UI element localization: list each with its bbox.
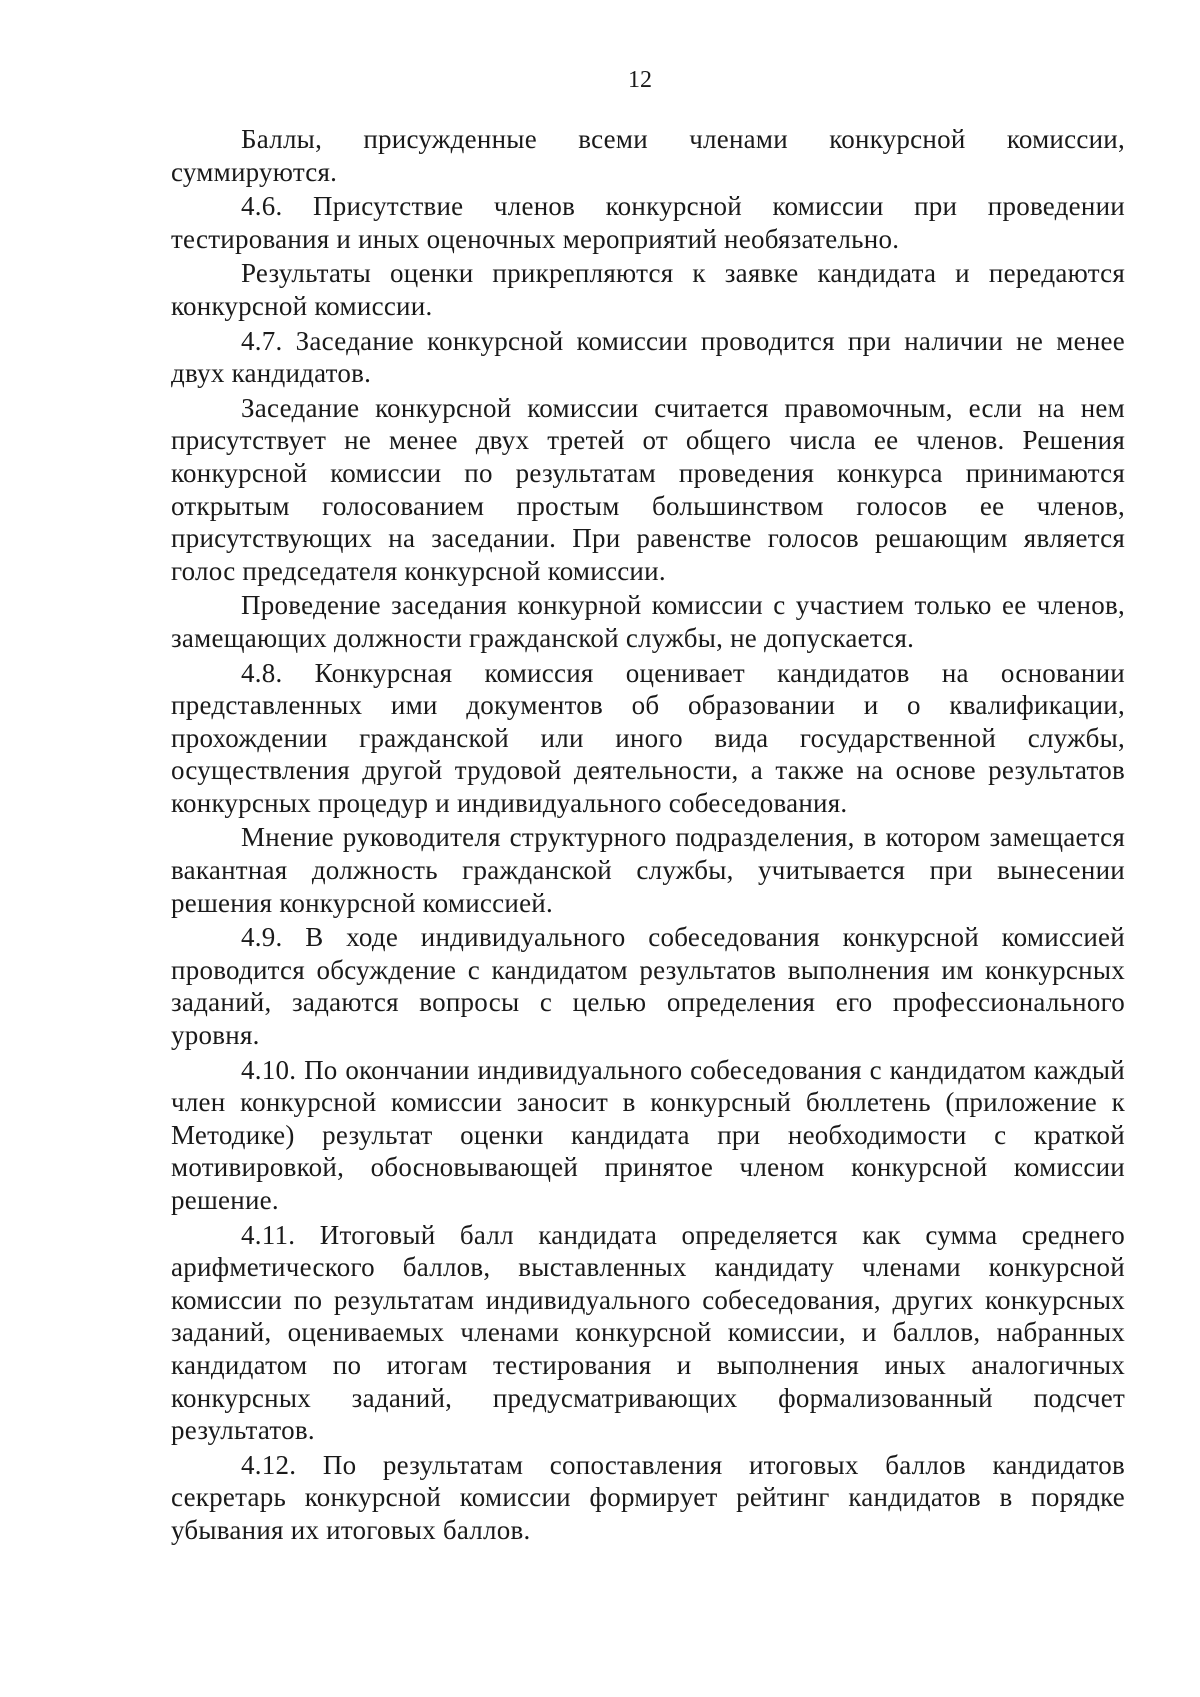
paragraph-4-8: 4.8. Конкурсная комиссия оценивает кандидатов на основании представленных ими документов об образовании и о квалификации, прохождении гражданской или иного вида государственной службы, осуществления другой трудовой деятельности, а также на основе результатов конкурсных процедур и индивидуального собеседования. [171, 657, 1125, 818]
paragraph-4-7: 4.7. Заседание конкурсной комиссии проводится при наличии не менее двух кандидатов. [171, 325, 1125, 389]
paragraph-meeting-quorum: Заседание конкурсной комиссии считается правомочным, если на нем присутствует не менее двух третей от общего числа ее членов. Решения конкурсной комиссии по результатам проведения конкурса принимаются открытым голосованием простым большинством голосов ее членов, присутствующих на заседании. При равенстве голосов решающим является голос председателя конкурсной комиссии. [171, 392, 1125, 586]
paragraph-4-10: 4.10. По окончании индивидуального собеседования с кандидатом каждый член конкурсной комиссии заносит в конкурсный бюллетень (приложение к Методике) результат оценки кандидата при необходимости с краткой мотивировкой, обосновывающей принятое членом конкурсной комиссии решение. [171, 1054, 1125, 1215]
paragraph-head-opinion: Мнение руководителя структурного подразделения, в котором замещается вакантная должность гражданской службы, учитывается при вынесении решения конкурсной комиссией. [171, 822, 1125, 918]
page-number: 12 [628, 67, 652, 93]
document-body [171, 123, 1125, 1549]
paragraph-evaluation-results: Результаты оценки прикрепляются к заявке кандидата и передаются конкурсной комиссии. [171, 258, 1125, 321]
paragraph-meeting-restriction: Проведение заседания конкурной комиссии с участием только ее членов, замещающих должности гражданской службы, не допускается. [171, 590, 1125, 653]
paragraph-scores-summed: Баллы, присужденные всеми членами конкурсной комиссии, суммируются. [171, 124, 1125, 187]
paragraph-4-11: 4.11. Итоговый балл кандидата определяется как сумма среднего арифметического баллов, выставленных кандидату членами конкурсной комиссии по результатам индивидуального собеседования, других конкурсных заданий, оцениваемых членами конкурсной комиссии, и баллов, набранных кандидатом по итогам тестирования и выполнения иных аналогичных конкурсных заданий, предусматривающих формализованный подсчет результатов. [171, 1219, 1125, 1446]
paragraph-4-12: 4.12. По результатам сопоставления итоговых баллов кандидатов секретарь конкурсной комиссии формирует рейтинг кандидатов в порядке убывания их итоговых баллов. [171, 1449, 1125, 1545]
paragraph-4-6: 4.6. Присутствие членов конкурсной комиссии при проведении тестирования и иных оценочных мероприятий необязательно. [171, 191, 1125, 254]
paragraph-4-9: 4.9. В ходе индивидуального собеседования конкурсной комиссией проводится обсуждение с кандидатом результатов выполнения им конкурсных заданий, задаются вопросы с целью определения его профессионального уровня. [171, 922, 1125, 1051]
